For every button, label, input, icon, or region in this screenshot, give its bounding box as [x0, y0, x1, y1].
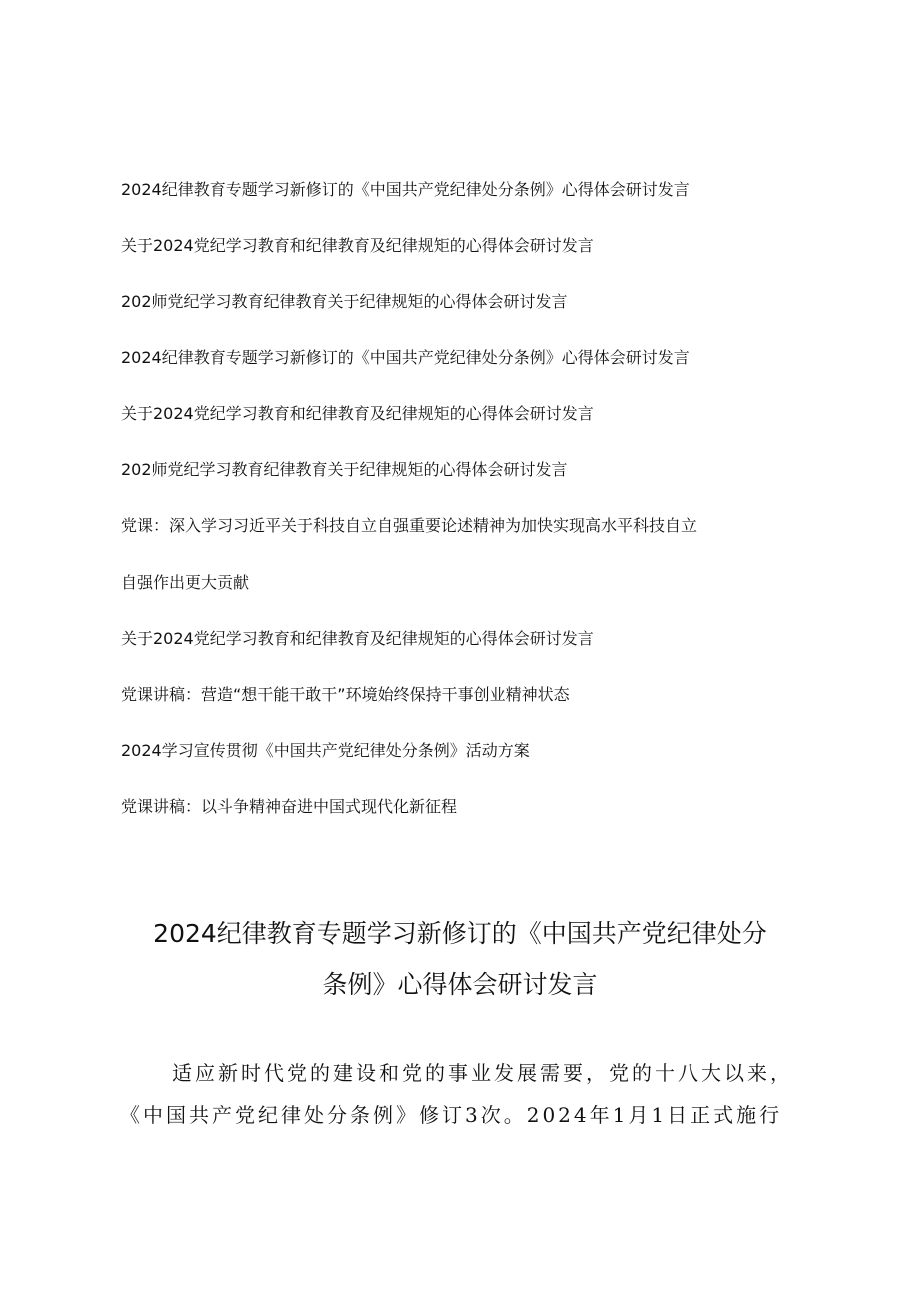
body-line: 《中国共产党纪律处分条例》修订3次。2024年1月1日正式施行 [120, 1103, 783, 1127]
toc-item-line: 自强作出更大贡献 [121, 573, 250, 592]
toc-item[interactable]: 2024纪律教育专题学习新修订的《中国共产党纪律处分条例》心得体会研讨发言 [121, 180, 690, 199]
toc-item[interactable]: 202师党纪学习教育纪律教育关于纪律规矩的心得体会研讨发言 [121, 292, 568, 311]
document-body [120, 1052, 810, 1136]
toc-item[interactable]: 关于2024党纪学习教育和纪律教育及纪律规矩的心得体会研讨发言 [121, 236, 594, 255]
toc-item[interactable]: 关于2024党纪学习教育和纪律教育及纪律规矩的心得体会研讨发言 [121, 629, 594, 648]
toc-item[interactable]: 党课讲稿：以斗争精神奋进中国式现代化新征程 [121, 797, 458, 816]
toc-item[interactable] [121, 512, 811, 597]
table-of-contents [121, 176, 811, 849]
toc-item-line: 党课：深入学习习近平关于科技自立自强重要论述精神为加快实现高水平科技自立 [121, 516, 698, 535]
toc-item[interactable]: 2024纪律教育专题学习新修订的《中国共产党纪律处分条例》心得体会研讨发言 [121, 348, 690, 367]
toc-item[interactable]: 2024学习宣传贯彻《中国共产党纪律处分条例》活动方案 [121, 741, 530, 760]
toc-item[interactable]: 202师党纪学习教育纪律教育关于纪律规矩的心得体会研讨发言 [121, 460, 568, 479]
toc-item[interactable]: 党课讲稿：营造“想干能干敢干”环境始终保持干事创业精神状态 [121, 685, 570, 704]
document-title [120, 908, 800, 1010]
document-title-line: 条例》心得体会研讨发言 [322, 970, 598, 999]
document-title-line: 2024纪律教育专题学习新修订的《中国共产党纪律处分 [153, 919, 767, 948]
body-line: 适应新时代党的建设和党的事业发展需要，党的十八大以来， [172, 1061, 793, 1085]
toc-item[interactable]: 关于2024党纪学习教育和纪律教育及纪律规矩的心得体会研讨发言 [121, 404, 594, 423]
